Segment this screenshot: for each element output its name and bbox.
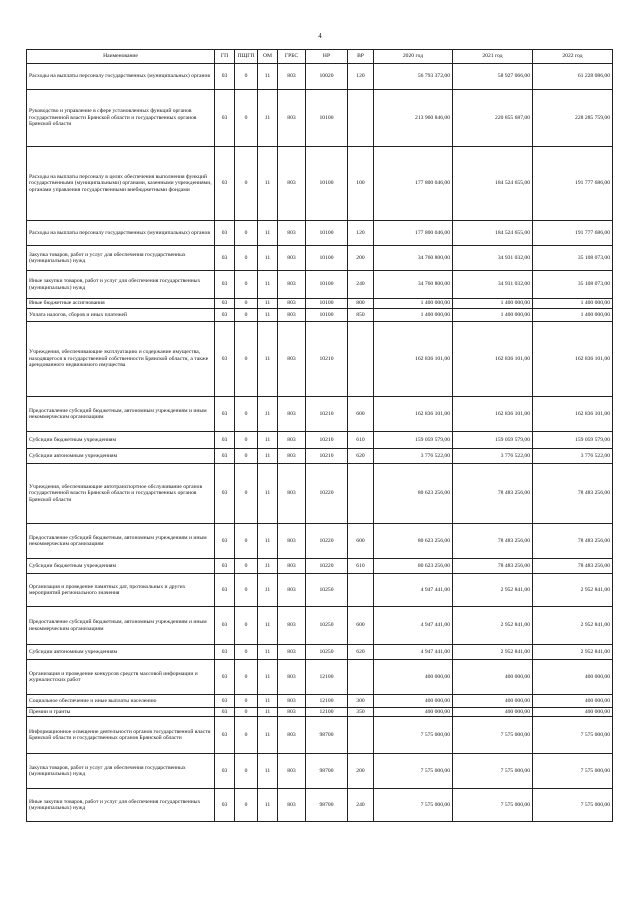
cell-grbs: 803 bbox=[278, 299, 306, 309]
table-row bbox=[27, 246, 613, 271]
cell-gp: 03 bbox=[215, 754, 235, 789]
cell-nr: 10100 bbox=[306, 90, 348, 147]
cell-name: Предоставление субсидий бюджетным, автономным учреждениям и иным некоммерческим организациям bbox=[27, 524, 215, 559]
cell-grbs: 803 bbox=[278, 397, 306, 432]
budget-table bbox=[26, 49, 613, 822]
cell-om: 11 bbox=[258, 645, 278, 660]
cell-name: Организация и проведение памятных дат, протокольных и других мероприятий регионального значения bbox=[27, 574, 215, 607]
cell-pgp: 0 bbox=[235, 147, 258, 221]
cell-pgp: 0 bbox=[235, 299, 258, 309]
cell-pgp: 0 bbox=[235, 695, 258, 708]
cell-pgp: 0 bbox=[235, 524, 258, 559]
cell-name: Иные закупки товаров, работ и услуг для обеспечения государственных (муниципальных) нужд bbox=[27, 271, 215, 299]
cell-amount-2021: 78 483 256,00 bbox=[453, 464, 533, 524]
cell-amount-2021: 162 836 101,00 bbox=[453, 322, 533, 397]
table-row bbox=[27, 449, 613, 464]
cell-vr bbox=[348, 464, 374, 524]
cell-nr: 10100 bbox=[306, 271, 348, 299]
cell-pgp: 0 bbox=[235, 607, 258, 645]
table-row bbox=[27, 607, 613, 645]
cell-grbs: 803 bbox=[278, 559, 306, 574]
cell-vr: 620 bbox=[348, 645, 374, 660]
cell-gp: 03 bbox=[215, 789, 235, 822]
cell-amount-2022: 61 228 086,00 bbox=[533, 64, 613, 90]
cell-vr: 120 bbox=[348, 64, 374, 90]
cell-gp: 03 bbox=[215, 221, 235, 246]
cell-amount-2020: 400 000,00 bbox=[374, 708, 453, 717]
cell-om: 11 bbox=[258, 708, 278, 717]
cell-nr: 10250 bbox=[306, 645, 348, 660]
cell-gp: 03 bbox=[215, 708, 235, 717]
cell-gp: 03 bbox=[215, 449, 235, 464]
cell-amount-2020: 80 623 256,00 bbox=[374, 464, 453, 524]
cell-nr: 12100 bbox=[306, 708, 348, 717]
table-row bbox=[27, 789, 613, 822]
cell-gp: 03 bbox=[215, 607, 235, 645]
cell-amount-2020: 1 400 000,00 bbox=[374, 309, 453, 322]
table-row bbox=[27, 645, 613, 660]
cell-name: Закупка товаров, работ и услуг для обеспечения государственных (муниципальных) нужд bbox=[27, 246, 215, 271]
cell-amount-2020: 400 000,00 bbox=[374, 660, 453, 695]
header-gp: ГП bbox=[215, 50, 235, 64]
cell-amount-2021: 78 483 256,00 bbox=[453, 559, 533, 574]
cell-name: Субсидии автономным учреждениям bbox=[27, 645, 215, 660]
table-row bbox=[27, 397, 613, 432]
cell-amount-2022: 7 575 000,00 bbox=[533, 717, 613, 754]
cell-pgp: 0 bbox=[235, 789, 258, 822]
cell-nr: 98700 bbox=[306, 717, 348, 754]
cell-gp: 03 bbox=[215, 660, 235, 695]
cell-nr: 10250 bbox=[306, 607, 348, 645]
cell-amount-2020: 7 575 000,00 bbox=[374, 717, 453, 754]
cell-gp: 03 bbox=[215, 246, 235, 271]
cell-nr: 10100 bbox=[306, 246, 348, 271]
cell-nr: 10020 bbox=[306, 64, 348, 90]
cell-nr: 10210 bbox=[306, 397, 348, 432]
cell-amount-2021: 7 575 000,00 bbox=[453, 789, 533, 822]
cell-amount-2022: 78 483 256,00 bbox=[533, 524, 613, 559]
cell-vr bbox=[348, 90, 374, 147]
cell-grbs: 803 bbox=[278, 90, 306, 147]
cell-name: Информационное освещение деятельности органов государственной власти Брянской области и государственных органов Брянской области bbox=[27, 717, 215, 754]
cell-vr: 100 bbox=[348, 147, 374, 221]
cell-pgp: 0 bbox=[235, 90, 258, 147]
cell-vr: 350 bbox=[348, 708, 374, 717]
cell-amount-2021: 400 000,00 bbox=[453, 660, 533, 695]
cell-om: 11 bbox=[258, 789, 278, 822]
header-nr: НР bbox=[306, 50, 348, 64]
cell-grbs: 803 bbox=[278, 221, 306, 246]
cell-vr: 600 bbox=[348, 524, 374, 559]
cell-pgp: 0 bbox=[235, 246, 258, 271]
cell-om: 11 bbox=[258, 717, 278, 754]
cell-grbs: 803 bbox=[278, 147, 306, 221]
cell-om: 11 bbox=[258, 754, 278, 789]
cell-amount-2022: 3 776 522,00 bbox=[533, 449, 613, 464]
cell-amount-2022: 400 000,00 bbox=[533, 660, 613, 695]
cell-pgp: 0 bbox=[235, 397, 258, 432]
cell-om: 11 bbox=[258, 299, 278, 309]
cell-vr bbox=[348, 660, 374, 695]
cell-amount-2022: 162 836 101,00 bbox=[533, 397, 613, 432]
cell-grbs: 803 bbox=[278, 708, 306, 717]
cell-pgp: 0 bbox=[235, 645, 258, 660]
cell-amount-2022: 400 000,00 bbox=[533, 708, 613, 717]
cell-name: Социальное обеспечение и иные выплаты населению bbox=[27, 695, 215, 708]
cell-amount-2021: 159 059 579,00 bbox=[453, 432, 533, 449]
cell-grbs: 803 bbox=[278, 64, 306, 90]
cell-name: Учреждения, обеспечивающие автотранспортное обслуживание органов государственной власти Брянской области и государственных органов Брянской области bbox=[27, 464, 215, 524]
table-row bbox=[27, 695, 613, 708]
cell-name: Премии и гранты bbox=[27, 708, 215, 717]
table-row bbox=[27, 90, 613, 147]
cell-amount-2020: 162 836 101,00 bbox=[374, 397, 453, 432]
cell-amount-2020: 80 623 256,00 bbox=[374, 524, 453, 559]
cell-nr: 10220 bbox=[306, 559, 348, 574]
cell-grbs: 803 bbox=[278, 717, 306, 754]
cell-vr: 120 bbox=[348, 221, 374, 246]
cell-grbs: 803 bbox=[278, 524, 306, 559]
cell-grbs: 803 bbox=[278, 246, 306, 271]
cell-nr: 98700 bbox=[306, 789, 348, 822]
cell-vr bbox=[348, 574, 374, 607]
cell-amount-2020: 213 960 846,00 bbox=[374, 90, 453, 147]
cell-vr: 850 bbox=[348, 309, 374, 322]
table-row bbox=[27, 322, 613, 397]
cell-gp: 03 bbox=[215, 464, 235, 524]
cell-om: 11 bbox=[258, 246, 278, 271]
cell-amount-2022: 35 108 073,00 bbox=[533, 246, 613, 271]
cell-gp: 03 bbox=[215, 559, 235, 574]
cell-name: Учреждения, обеспечивающие эксплуатацию и содержание имущества, находящегося в государственной собственности Брянской области, а также арендованного недвижимого имущества bbox=[27, 322, 215, 397]
cell-vr: 600 bbox=[348, 397, 374, 432]
cell-pgp: 0 bbox=[235, 309, 258, 322]
cell-amount-2021: 184 524 655,00 bbox=[453, 147, 533, 221]
cell-amount-2022: 228 285 759,00 bbox=[533, 90, 613, 147]
table-header-row bbox=[27, 50, 613, 64]
cell-amount-2021: 58 927 066,00 bbox=[453, 64, 533, 90]
cell-pgp: 0 bbox=[235, 64, 258, 90]
cell-nr: 12100 bbox=[306, 660, 348, 695]
cell-name: Расходы на выплаты персоналу в целях обеспечения выполнения функций государственными (муниципальными) органами, казенными учреждениями, органами управления государственными внебюджетными фондами bbox=[27, 147, 215, 221]
cell-amount-2020: 80 623 256,00 bbox=[374, 559, 453, 574]
header-pgp: ПЩГП bbox=[235, 50, 258, 64]
cell-amount-2022: 7 575 000,00 bbox=[533, 789, 613, 822]
table-row bbox=[27, 559, 613, 574]
cell-grbs: 803 bbox=[278, 607, 306, 645]
cell-gp: 03 bbox=[215, 271, 235, 299]
cell-om: 11 bbox=[258, 559, 278, 574]
cell-grbs: 803 bbox=[278, 464, 306, 524]
cell-vr: 610 bbox=[348, 432, 374, 449]
cell-nr: 10210 bbox=[306, 322, 348, 397]
cell-om: 11 bbox=[258, 449, 278, 464]
cell-grbs: 803 bbox=[278, 432, 306, 449]
cell-amount-2020: 56 793 372,00 bbox=[374, 64, 453, 90]
cell-amount-2021: 400 000,00 bbox=[453, 708, 533, 717]
cell-pgp: 0 bbox=[235, 574, 258, 607]
cell-grbs: 803 bbox=[278, 449, 306, 464]
cell-vr bbox=[348, 322, 374, 397]
cell-name: Иные закупки товаров, работ и услуг для обеспечения государственных (муниципальных) нужд bbox=[27, 789, 215, 822]
header-name: Наименование bbox=[27, 50, 215, 64]
cell-name: Иные бюджетные ассигнования bbox=[27, 299, 215, 309]
cell-amount-2022: 1 400 000,00 bbox=[533, 309, 613, 322]
cell-pgp: 0 bbox=[235, 559, 258, 574]
cell-om: 11 bbox=[258, 432, 278, 449]
cell-grbs: 803 bbox=[278, 754, 306, 789]
cell-nr: 98700 bbox=[306, 754, 348, 789]
cell-gp: 03 bbox=[215, 299, 235, 309]
cell-amount-2022: 2 952 841,00 bbox=[533, 645, 613, 660]
cell-pgp: 0 bbox=[235, 322, 258, 397]
cell-name: Уплата налогов, сборов и иных платежей bbox=[27, 309, 215, 322]
cell-amount-2021: 3 776 522,00 bbox=[453, 449, 533, 464]
cell-gp: 03 bbox=[215, 309, 235, 322]
cell-vr: 600 bbox=[348, 607, 374, 645]
cell-pgp: 0 bbox=[235, 221, 258, 246]
cell-amount-2022: 191 777 686,00 bbox=[533, 221, 613, 246]
table-row bbox=[27, 524, 613, 559]
table-row bbox=[27, 464, 613, 524]
cell-amount-2020: 7 575 000,00 bbox=[374, 789, 453, 822]
cell-amount-2020: 3 776 522,00 bbox=[374, 449, 453, 464]
cell-pgp: 0 bbox=[235, 660, 258, 695]
cell-gp: 03 bbox=[215, 574, 235, 607]
table-row bbox=[27, 221, 613, 246]
cell-om: 11 bbox=[258, 524, 278, 559]
cell-amount-2022: 191 777 686,00 bbox=[533, 147, 613, 221]
cell-om: 11 bbox=[258, 660, 278, 695]
table-row bbox=[27, 432, 613, 449]
cell-gp: 03 bbox=[215, 90, 235, 147]
cell-om: 11 bbox=[258, 309, 278, 322]
cell-gp: 03 bbox=[215, 64, 235, 90]
cell-nr: 10100 bbox=[306, 299, 348, 309]
cell-vr: 200 bbox=[348, 754, 374, 789]
cell-name: Организация и проведение конкурсов средств массовой информации и журналистских работ bbox=[27, 660, 215, 695]
cell-om: 11 bbox=[258, 574, 278, 607]
cell-amount-2021: 34 931 032,00 bbox=[453, 246, 533, 271]
cell-pgp: 0 bbox=[235, 717, 258, 754]
cell-name: Предоставление субсидий бюджетным, автономным учреждениям и иным некоммерческим организациям bbox=[27, 397, 215, 432]
table-row bbox=[27, 299, 613, 309]
cell-nr: 10210 bbox=[306, 432, 348, 449]
cell-amount-2020: 34 760 800,00 bbox=[374, 271, 453, 299]
header-om: ОМ bbox=[258, 50, 278, 64]
cell-pgp: 0 bbox=[235, 432, 258, 449]
cell-om: 11 bbox=[258, 221, 278, 246]
cell-gp: 03 bbox=[215, 695, 235, 708]
page-number: 4 bbox=[318, 32, 322, 40]
cell-om: 11 bbox=[258, 607, 278, 645]
cell-name: Предоставление субсидий бюджетным, автономным учреждениям и иным некоммерческим организациям bbox=[27, 607, 215, 645]
cell-amount-2021: 220 855 687,00 bbox=[453, 90, 533, 147]
cell-grbs: 803 bbox=[278, 695, 306, 708]
cell-amount-2021: 1 400 000,00 bbox=[453, 299, 533, 309]
cell-amount-2020: 34 760 800,00 bbox=[374, 246, 453, 271]
cell-om: 11 bbox=[258, 64, 278, 90]
cell-pgp: 0 bbox=[235, 271, 258, 299]
header-2022: 2022 год bbox=[533, 50, 613, 64]
cell-vr bbox=[348, 717, 374, 754]
cell-grbs: 803 bbox=[278, 645, 306, 660]
cell-amount-2021: 162 836 101,00 bbox=[453, 397, 533, 432]
cell-amount-2021: 400 000,00 bbox=[453, 695, 533, 708]
cell-pgp: 0 bbox=[235, 754, 258, 789]
cell-amount-2021: 78 483 256,00 bbox=[453, 524, 533, 559]
cell-vr: 240 bbox=[348, 271, 374, 299]
cell-om: 11 bbox=[258, 147, 278, 221]
cell-amount-2020: 1 400 000,00 bbox=[374, 299, 453, 309]
cell-amount-2020: 4 947 441,00 bbox=[374, 574, 453, 607]
cell-vr: 200 bbox=[348, 246, 374, 271]
cell-amount-2020: 177 800 046,00 bbox=[374, 221, 453, 246]
cell-grbs: 803 bbox=[278, 322, 306, 397]
cell-om: 11 bbox=[258, 397, 278, 432]
cell-vr: 800 bbox=[348, 299, 374, 309]
cell-name: Субсидии автономным учреждениям bbox=[27, 449, 215, 464]
cell-nr: 10220 bbox=[306, 464, 348, 524]
cell-vr: 610 bbox=[348, 559, 374, 574]
cell-amount-2021: 184 524 655,00 bbox=[453, 221, 533, 246]
cell-amount-2021: 34 931 032,00 bbox=[453, 271, 533, 299]
table-row bbox=[27, 147, 613, 221]
cell-gp: 03 bbox=[215, 432, 235, 449]
header-vr: ВР bbox=[348, 50, 374, 64]
cell-grbs: 803 bbox=[278, 574, 306, 607]
cell-amount-2022: 162 836 101,00 bbox=[533, 322, 613, 397]
cell-amount-2020: 162 836 101,00 bbox=[374, 322, 453, 397]
cell-nr: 10250 bbox=[306, 574, 348, 607]
cell-vr: 240 bbox=[348, 789, 374, 822]
cell-grbs: 803 bbox=[278, 660, 306, 695]
cell-nr: 12100 bbox=[306, 695, 348, 708]
table-row bbox=[27, 708, 613, 717]
cell-amount-2020: 400 000,00 bbox=[374, 695, 453, 708]
cell-name: Субсидии бюджетным учреждениям bbox=[27, 559, 215, 574]
cell-gp: 03 bbox=[215, 524, 235, 559]
cell-pgp: 0 bbox=[235, 449, 258, 464]
table-row bbox=[27, 574, 613, 607]
cell-amount-2022: 78 483 256,00 bbox=[533, 464, 613, 524]
cell-nr: 10100 bbox=[306, 221, 348, 246]
cell-amount-2022: 2 952 841,00 bbox=[533, 607, 613, 645]
cell-amount-2021: 7 575 000,00 bbox=[453, 717, 533, 754]
cell-nr: 10100 bbox=[306, 147, 348, 221]
cell-amount-2022: 159 059 579,00 bbox=[533, 432, 613, 449]
cell-amount-2021: 2 952 841,00 bbox=[453, 607, 533, 645]
cell-name: Расходы на выплаты персоналу государственных (муниципальных) органов bbox=[27, 221, 215, 246]
cell-grbs: 803 bbox=[278, 271, 306, 299]
cell-amount-2022: 78 483 256,00 bbox=[533, 559, 613, 574]
cell-name: Закупка товаров, работ и услуг для обеспечения государственных (муниципальных) нужд bbox=[27, 754, 215, 789]
cell-om: 11 bbox=[258, 695, 278, 708]
cell-amount-2022: 2 952 841,00 bbox=[533, 574, 613, 607]
cell-om: 11 bbox=[258, 271, 278, 299]
cell-grbs: 803 bbox=[278, 309, 306, 322]
cell-amount-2021: 2 952 841,00 bbox=[453, 645, 533, 660]
cell-amount-2022: 35 108 073,00 bbox=[533, 271, 613, 299]
header-2021: 2021 год bbox=[453, 50, 533, 64]
cell-gp: 03 bbox=[215, 397, 235, 432]
cell-vr: 620 bbox=[348, 449, 374, 464]
cell-pgp: 0 bbox=[235, 708, 258, 717]
cell-om: 11 bbox=[258, 464, 278, 524]
cell-amount-2020: 7 575 000,00 bbox=[374, 754, 453, 789]
cell-amount-2022: 400 000,00 bbox=[533, 695, 613, 708]
cell-amount-2020: 4 947 441,00 bbox=[374, 645, 453, 660]
cell-name: Расходы на выплаты персоналу государственных (муниципальных) органов bbox=[27, 64, 215, 90]
cell-gp: 03 bbox=[215, 645, 235, 660]
cell-om: 11 bbox=[258, 90, 278, 147]
cell-amount-2022: 7 575 000,00 bbox=[533, 754, 613, 789]
cell-gp: 03 bbox=[215, 322, 235, 397]
cell-nr: 10100 bbox=[306, 309, 348, 322]
cell-nr: 10220 bbox=[306, 524, 348, 559]
table-row bbox=[27, 271, 613, 299]
cell-amount-2020: 177 800 046,00 bbox=[374, 147, 453, 221]
table-row bbox=[27, 660, 613, 695]
cell-gp: 03 bbox=[215, 147, 235, 221]
table-row bbox=[27, 64, 613, 90]
table-row bbox=[27, 309, 613, 322]
header-2020: 2020 год bbox=[374, 50, 453, 64]
cell-grbs: 803 bbox=[278, 789, 306, 822]
cell-amount-2021: 2 952 841,00 bbox=[453, 574, 533, 607]
cell-om: 11 bbox=[258, 322, 278, 397]
cell-pgp: 0 bbox=[235, 464, 258, 524]
cell-amount-2021: 1 400 000,00 bbox=[453, 309, 533, 322]
table-row bbox=[27, 754, 613, 789]
cell-amount-2020: 159 059 579,00 bbox=[374, 432, 453, 449]
header-grbs: ГРБС bbox=[278, 50, 306, 64]
cell-gp: 03 bbox=[215, 717, 235, 754]
cell-amount-2020: 4 947 441,00 bbox=[374, 607, 453, 645]
cell-amount-2022: 1 400 000,00 bbox=[533, 299, 613, 309]
cell-name: Руководство и управление в сфере установленных функций органов государственной власти Брянской области и государственных органов Брянской области bbox=[27, 90, 215, 147]
cell-vr: 300 bbox=[348, 695, 374, 708]
table-row bbox=[27, 717, 613, 754]
cell-nr: 10210 bbox=[306, 449, 348, 464]
cell-name: Субсидии бюджетным учреждениям bbox=[27, 432, 215, 449]
cell-amount-2021: 7 575 000,00 bbox=[453, 754, 533, 789]
